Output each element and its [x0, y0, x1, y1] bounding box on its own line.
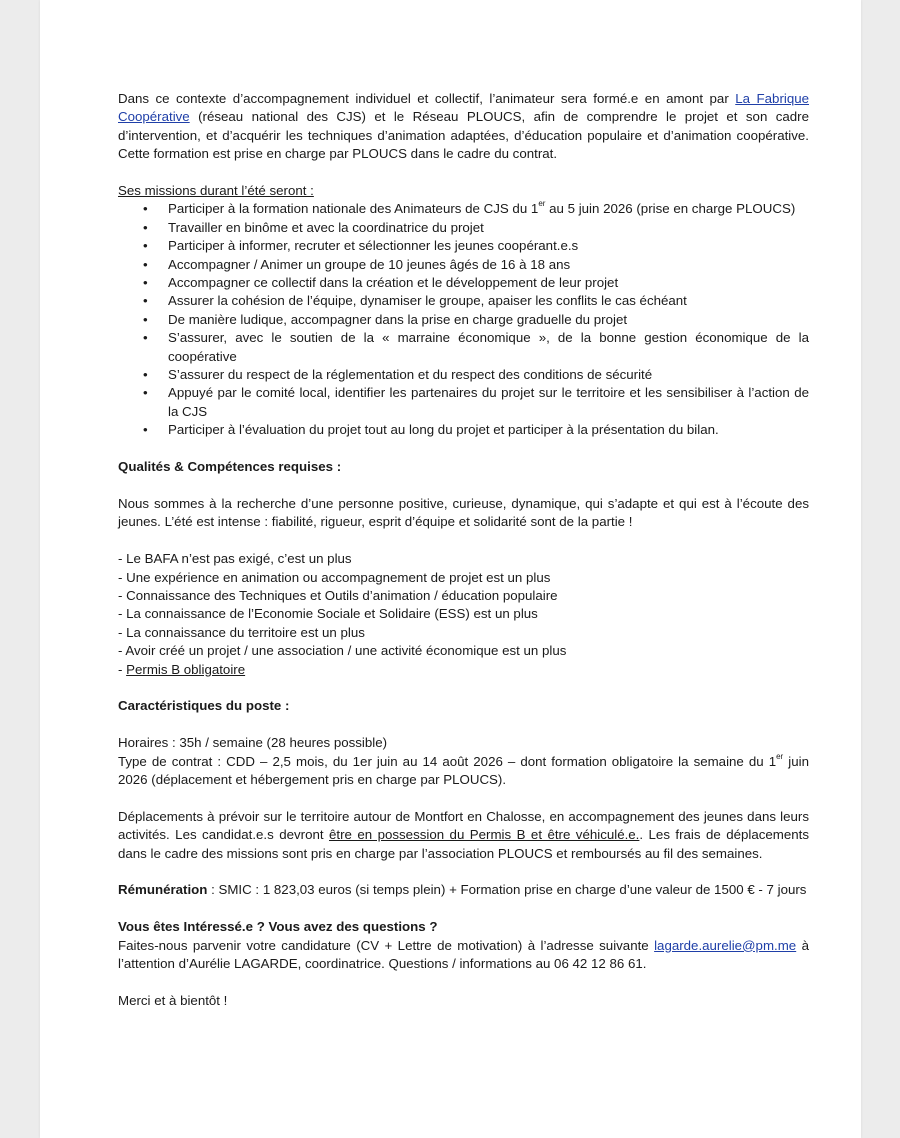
contact-paragraph: Faites-nous parvenir votre candidature (CV + Lettre de motivation) à l’adresse suivante lagarde.aurelie@pm.me à l’attention d’Aurélie LAGARDE, coordinatrice. Questions / informations au 06 42 12 86 61.: [118, 937, 810, 971]
missions-heading: Ses missions durant l’été seront :: [118, 183, 314, 199]
qualites-item: - Une expérience en animation ou accompagnement de projet est un plus: [118, 569, 551, 585]
intro-text-continued: (réseau national des CJS) et le Réseau PLOUCS, afin de comprendre le projet et son cadre d’intervention, et d’acquérir les techniques d’animation adaptées, d’éducation populaire et d’animation coopérative. Cette formation est prise en charge par PLOUCS dans le cadre du contrat.: [118, 109, 809, 162]
remuneration-label: Rémunération: [118, 882, 208, 898]
qualites-paragraph: Nous sommes à la recherche d’une personne positive, curieuse, dynamique, qui s’adapte et qui est à l’écoute des jeunes. L’été est intense : fiabilité, rigueur, esprit d’équipe et solidarité sont de la partie !: [118, 495, 809, 530]
bullet-icon: •: [143, 293, 148, 309]
intro-paragraph: [118, 90, 809, 164]
contrat-text: Type de contrat : CDD – 2,5 mois, du 1er juin au 14 août 2026 – dont formation obligatoire la semaine du 1er juin 2026 (déplacement et hébergement pris en charge par PLOUCS).: [118, 751, 809, 787]
mission-item: • Accompagner / Animer un groupe de 10 jeunes âgés de 16 à 18 ans: [143, 256, 809, 274]
bullet-icon: •: [143, 256, 148, 272]
mission-item: • Participer à l’évaluation du projet tout au long du projet et participer à la présentation du bilan.: [143, 421, 809, 439]
mission-item: • De manière ludique, accompagner dans la prise en charge graduelle du projet: [143, 311, 809, 329]
bullet-icon: •: [143, 422, 148, 438]
document-page: [40, 0, 861, 1138]
bullet-icon: •: [143, 311, 148, 327]
permis-vehicule-text: être en possession du Permis B et être véhiculé.e.: [329, 827, 640, 843]
missions-list: [118, 200, 809, 439]
mission-item: • Participer à informer, recruter et sélectionner les jeunes coopérant.e.s: [143, 237, 809, 255]
qualites-item: - Avoir créé un projet / une association / une activité économique est un plus: [118, 643, 567, 659]
bullet-icon: •: [143, 201, 148, 217]
document-content: [118, 90, 809, 1010]
email-link[interactable]: lagarde.aurelie@pm.me: [654, 937, 797, 953]
mission-item: • Participer à la formation nationale des Animateurs de CJS du 1er au 5 juin 2026 (prise en charge PLOUCS): [143, 200, 809, 218]
bullet-icon: •: [143, 330, 148, 346]
contact-heading: Vous êtes Intéressé.e ? Vous avez des questions ?: [118, 919, 438, 935]
remuneration-paragraph: Rémunération : SMIC : 1 823,03 euros (si temps plein) + Formation prise en charge d’une valeur de 1500 € - 7 jours: [118, 882, 807, 898]
bullet-icon: •: [143, 367, 148, 383]
intro-text: Dans ce contexte d’accompagnement individuel et collectif, l’animateur sera formé.e en amont par: [118, 91, 736, 106]
permis-obligatoire-text: Permis B obligatoire: [126, 661, 246, 677]
bullet-icon: •: [143, 385, 148, 401]
bullet-icon: •: [143, 275, 148, 291]
qualites-list: [118, 550, 809, 660]
qualites-item: - Connaissance des Techniques et Outils d’animation / éducation populaire: [118, 587, 558, 603]
qualites-item: - La connaissance de l’Economie Sociale et Solidaire (ESS) est un plus: [118, 606, 538, 622]
mission-item: • Travailler en binôme et avec la coordinatrice du projet: [143, 219, 809, 237]
horaires-text: Horaires : 35h / semaine (28 heures possible): [118, 735, 388, 751]
mission-item: • S’assurer du respect de la réglementation et du respect des conditions de sécurité: [143, 366, 809, 384]
qualites-item: - Le BAFA n’est pas exigé, c’est un plus: [118, 551, 352, 567]
closing-text: Merci et à bientôt !: [118, 992, 228, 1008]
qualites-heading: Qualités & Compétences requises :: [118, 459, 342, 475]
mission-item: • S’assurer, avec le soutien de la « marraine économique », de la bonne gestion économique de la coopérative: [143, 330, 809, 364]
mission-item: • Accompagner ce collectif dans la création et le développement de leur projet: [143, 274, 809, 292]
fabrique-cooperative-link[interactable]: La Fabrique Coopérative: [118, 91, 810, 125]
qualites-item-permis: - Permis B obligatoire: [118, 661, 246, 677]
bullet-icon: •: [143, 238, 148, 254]
poste-heading: Caractéristiques du poste :: [118, 698, 290, 714]
qualites-item: - La connaissance du territoire est un plus: [118, 624, 365, 640]
deplacements-paragraph: Déplacements à prévoir sur le territoire autour de Montfort en Chalosse, en accompagnement des jeunes dans leurs activités. Les candidat.e.s devront être en possession du Permis B et être véhiculé.e.. Les frais de déplacements dans le cadre des missions sont pris en charge par l’association PLOUCS et remboursés au fil des semaines.: [118, 808, 809, 861]
mission-item: • Appuyé par le comité local, identifier les partenaires du projet sur le territoire et les sensibiliser à l’action de la CJS: [143, 385, 809, 419]
bullet-icon: •: [143, 219, 148, 235]
mission-item: • Assurer la cohésion de l’équipe, dynamiser le groupe, apaiser les conflits le cas échéant: [143, 292, 809, 310]
